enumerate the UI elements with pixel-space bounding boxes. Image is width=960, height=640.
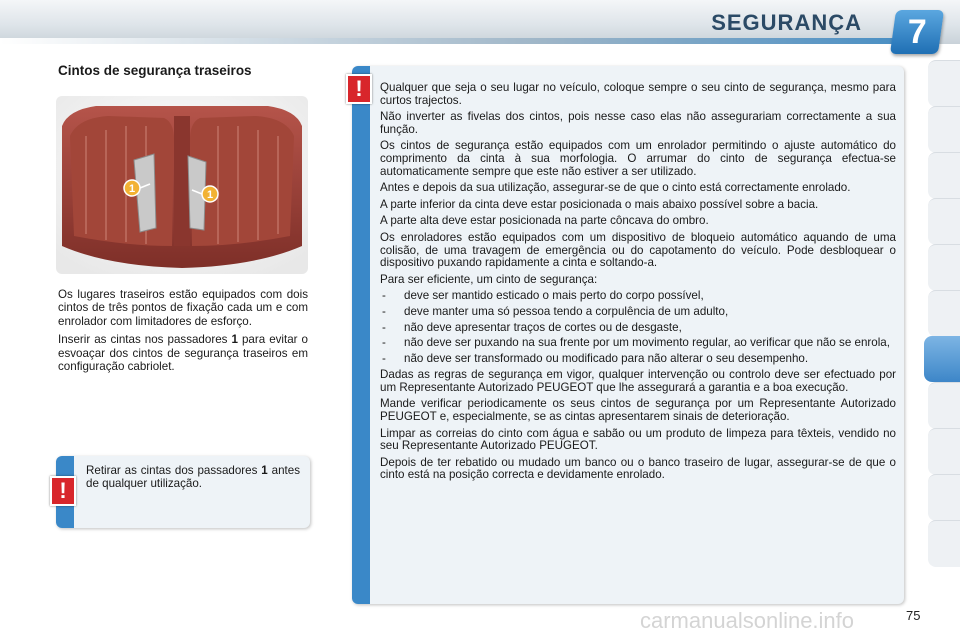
warning-small-after: antes de qualquer utilização. — [86, 464, 300, 491]
left-column-text — [58, 288, 308, 378]
page-subtitle: Cintos de segurança traseiros — [58, 63, 252, 78]
page-number: 75 — [906, 608, 921, 623]
list-item: - deve ser mantido esticado o mais perto do corpo possível, — [380, 290, 896, 303]
warning-icon: ! — [50, 476, 76, 506]
warning-paragraph: Não inverter as fivelas dos cintos, pois nesse caso elas não assegurariam correctamente a sua função. — [380, 110, 896, 136]
passadores-ref: 1 — [231, 333, 238, 347]
warning-paragraph: A parte inferior da cinta deve estar posicionada o mais abaixo possível sobre a bacia. — [380, 197, 819, 211]
intro-paragraph: Os lugares traseiros estão equipados com dois cintos de três pontos de fixação cada um e com enrolador com limitadores de esforço. — [58, 288, 308, 328]
warning-large-text — [380, 82, 896, 486]
warning-small-before: Retirar as cintas dos passadores — [86, 464, 258, 477]
warning-small-text — [86, 464, 300, 491]
list-item: - não deve ser puxando na sua frente por um movimento regular, ao verificar que não se enrola, — [380, 337, 896, 350]
list-item: - não deve ser transformado ou modificado para não alterar o seu desempenho. — [380, 353, 896, 366]
warning-paragraph: Os cintos de segurança estão equipados com um enrolador permitindo o ajuste automático do comprimento da cinta à sua morfologia. O arrumar do cinto de segurança efectua-se automaticamente sempre que este não estiver a ser utilizado. — [380, 139, 896, 178]
warning-small-ref: 1 — [261, 464, 268, 477]
list-item: - não deve apresentar traços de cortes ou de desgaste, — [380, 322, 896, 335]
side-tab[interactable] — [928, 520, 960, 567]
side-tab-active[interactable] — [924, 336, 960, 382]
header-stripe — [0, 38, 900, 44]
list-item: - deve manter uma só pessoa tendo a corpulência de um adulto, — [380, 306, 896, 319]
side-tab[interactable] — [928, 244, 960, 291]
side-tab[interactable] — [928, 428, 960, 475]
callout-1-right: 1 — [206, 189, 214, 201]
side-tab[interactable] — [928, 290, 960, 337]
passadores-text-after: para evitar o esvoaçar dos cintos de segurança traseiros em configuração cabriolet. — [58, 333, 309, 374]
warning-paragraph: Limpar as correias do cinto com água e sabão ou um produto de limpeza para têxteis, vendido no seu Representante Autorizado PEUGEOT. — [380, 426, 896, 453]
warning-paragraph: Depois de ter rebatido ou mudado um banco ou o banco traseiro de lugar, assegurar-se de que o cinto está na posição correcta e devidamente enrolado. — [380, 455, 896, 482]
warning-paragraph: Os enroladores estão equipados com um dispositivo de bloqueio automático aquando de uma colisão, de uma travagem de emergência ou do capotamento do veículo. Pode desbloquear o dispositivo puxando rapidamente a cinta e soltando-a. — [380, 230, 896, 270]
section-title: SEGURANÇA — [711, 10, 862, 35]
chapter-badge — [890, 10, 944, 54]
warning-bar — [352, 66, 370, 604]
rear-seats-illustration — [56, 96, 308, 274]
warning-paragraph: Antes e depois da sua utilização, assegurar-se de que o cinto está correctamente enrolado. — [380, 181, 851, 195]
rear-seats-photo — [56, 96, 308, 274]
side-tab[interactable] — [928, 382, 960, 429]
watermark: carmanualsonline.info — [640, 608, 855, 633]
side-tab[interactable] — [928, 152, 960, 199]
warning-box-small — [56, 456, 310, 528]
warning-icon: ! — [346, 74, 372, 104]
passadores-text-before: Inserir as cintas nos passadores — [58, 333, 228, 347]
belt-requirements-list — [380, 290, 896, 365]
chapter-number: 7 — [907, 12, 927, 51]
chapter-side-tabs — [928, 60, 960, 580]
side-tab[interactable] — [928, 198, 960, 245]
warning-paragraph: Dadas as regras de segurança em vigor, qualquer intervenção ou controlo deve ser efectuado por um Representante Autorizado PEUGEOT que lhe assegurará a garantia e a boa execução. — [380, 368, 896, 394]
side-tab[interactable] — [928, 60, 960, 107]
warning-paragraph: A parte alta deve estar posicionada na parte côncava do ombro. — [380, 214, 709, 228]
warning-paragraph: Qualquer que seja o seu lugar no veículo, coloque sempre o seu cinto de segurança, mesmo para curtos trajectos. — [380, 81, 896, 107]
side-tab[interactable] — [928, 106, 960, 153]
side-tab[interactable] — [928, 474, 960, 521]
passadores-paragraph — [58, 333, 308, 373]
warning-paragraph: Para ser eficiente, um cinto de segurança: — [380, 272, 598, 286]
warning-box-large — [352, 66, 904, 604]
warning-paragraph: Mande verificar periodicamente os seus cintos de segurança por um Representante Autorizado PEUGEOT e, especialmente, se as cintas apresentarem sinais de deterioração. — [380, 397, 896, 424]
callout-1-left: 1 — [128, 183, 136, 195]
